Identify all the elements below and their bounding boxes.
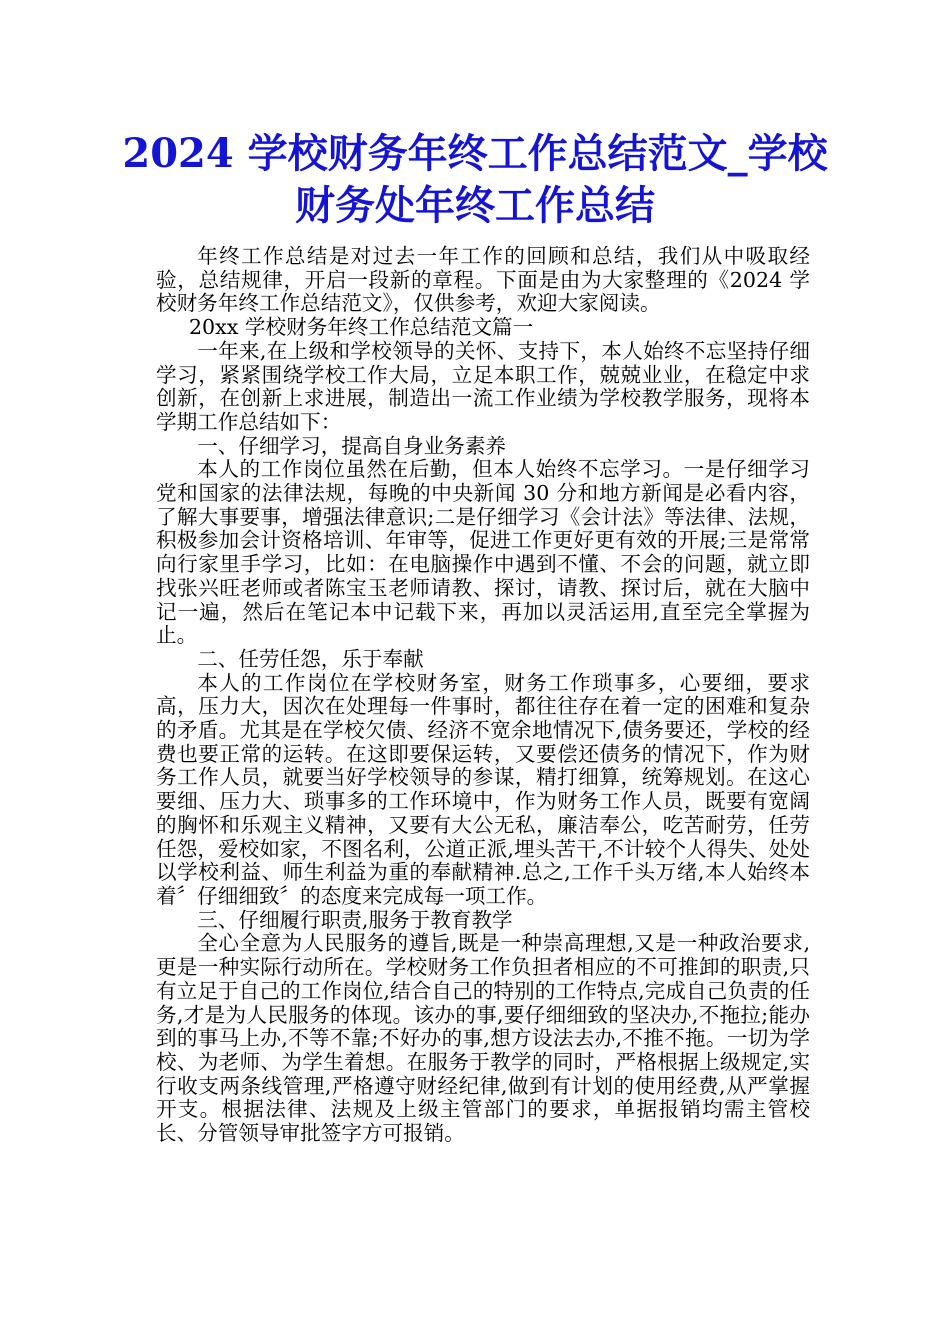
section-3-paragraph: 全心全意为人民服务的遵旨,既是一种崇高理想,又是一种政治要求,更是一种实际行动所在。学校财务工作负担者相应的不可推卸的职责,只有立足于自己的工作岗位,结合自己的特别的工作特点,完成自己负责的任务,才是为人民服务的体现。该办的事,要仔细细致的坚决办,不拖拉;能办到的事马上办,不等不靠;不好办的事,想方设法去办,不推不拖。一切为学校、为老师、为学生着想。在服务于教学的同时，严格根据上级规定,实行收支两条线管理,严格遵守财经纪律,做到有计划的使用经费,从严掌握开支。根据法律、法规及上级主管部门的要求，单据报销均需主管校长、分管领导审批签字方可报销。 (156, 931, 810, 1146)
section-1-heading: 一、仔细学习，提高自身业务素养 (197, 433, 507, 458)
intro-paragraph: 年终工作总结是对过去一年工作的回顾和总结，我们从中吸取经验，总结规律，开启一段新的章程。下面是由为大家整理的《2024 学校财务年终工作总结范文》，仅供参考，欢迎大家阅读。 (156, 244, 810, 316)
opening-paragraph: 一年来,在上级和学校领导的关怀、支持下，本人始终不忘坚持仔细学习，紧紧围绕学校工作大局，立足本职工作，兢兢业业，在稳定中求创新，在创新上求进展，制造出一流工作业绩为学校教学服务，现将本学期工作总结如下： (156, 338, 810, 434)
section-2-paragraph: 本人的工作岗位在学校财务室，财务工作琐事多，心要细，要求高，压力大，因次在处理每一件事时，都往往存在着一定的困难和复杂的矛盾。尤其是在学校欠债、经济不宽余地情况下,债务要还，学校的经费也要正常的运转。在这即要保运转，又要偿还债务的情况下，作为财务工作人员，就要当好学校领导的参谋，精打细算，统筹规划。在这心要细、压力大、琐事多的工作环境中，作为财务工作人员，既要有宽阔的胸怀和乐观主义精神，又要有大公无私，廉洁奉公，吃苦耐劳，任劳任怨，爱校如家，不图名利，公道正派,埋头苦干,不计较个人得失、处处以学校利益、师生利益为重的奉献精神.总之,工作千头万绪,本人始终本着〞仔细细致〞的态度来完成每一项工作。 (156, 670, 810, 908)
section-2-heading: 二、任劳任怨，乐于奉献 (197, 646, 424, 671)
document-title: 2024 学校财务年终工作总结范文_学校财务处年终工作总结 (122, 130, 828, 229)
section-1-paragraph: 本人的工作岗位虽然在后勤，但本人始终不忘学习。一是仔细学习党和国家的法律法规，每晚的中央新闻 30 分和地方新闻是必看内容，了解大事要事，增强法律意识;二是仔细学习《会计法》等法律、法规，积极参加会计资格培训、年审等，促进工作更好更有效的开展;三是常常向行家里手学习，比如：在电脑操作中遇到不懂、不会的问题，就立即找张兴旺老师或者陈宝玉老师请教、探讨，请教、探讨后，就在大脑中记一遍，然后在笔记本中记载下来，再加以灵活运用,直至完全掌握为止。 (156, 457, 810, 648)
article-heading: 20xx 学校财务年终工作总结范文篇一 (188, 315, 534, 340)
document-body (156, 245, 810, 1146)
section-3-heading: 三、仔细履行职责,服务于教育教学 (197, 907, 513, 932)
